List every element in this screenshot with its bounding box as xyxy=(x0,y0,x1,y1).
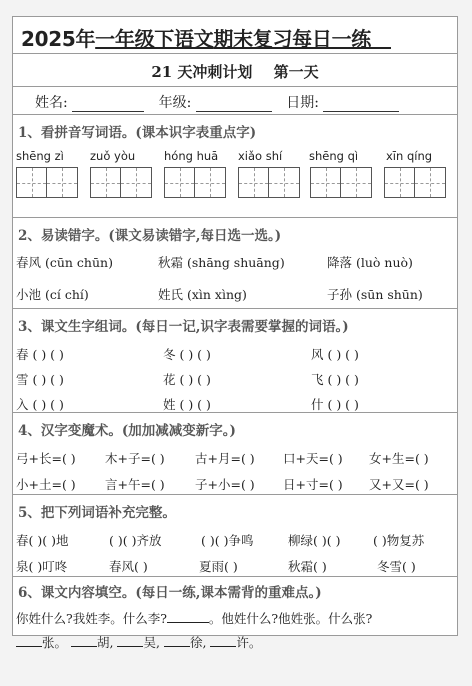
writing-grid[interactable] xyxy=(164,167,226,198)
writing-grid[interactable] xyxy=(90,167,152,198)
section-word-building xyxy=(13,309,457,413)
pinyin-label: xīn qíng xyxy=(386,149,433,163)
equation-item[interactable]: 小+土=( ) xyxy=(16,477,76,492)
plan-label: 21 天冲刺计划 xyxy=(151,63,253,81)
equation-item[interactable]: 口+天=( ) xyxy=(283,451,343,466)
equation-item[interactable]: 言+午=( ) xyxy=(105,477,165,492)
writing-grid[interactable] xyxy=(310,167,372,198)
fill-blank[interactable] xyxy=(16,634,42,647)
section-character-magic xyxy=(13,413,457,495)
equation-item[interactable]: 日+寸=( ) xyxy=(283,477,343,492)
section-pinyin-writing xyxy=(13,115,457,218)
pinyin-label: shēng zì xyxy=(16,149,64,163)
word-build-item[interactable]: 冬 ( ) ( ) xyxy=(163,347,211,362)
word-build-item[interactable]: 姓 ( ) ( ) xyxy=(163,397,211,412)
word-complete-item[interactable]: 春风( ) xyxy=(109,559,148,574)
fill-blank[interactable] xyxy=(71,634,97,647)
fill-line-2: 张。 胡, 吴, 徐, 许。 xyxy=(16,633,261,651)
word-build-item[interactable]: 春 ( ) ( ) xyxy=(16,347,64,362)
word-build-item[interactable]: 入 ( ) ( ) xyxy=(16,397,64,412)
name-field[interactable]: 姓名: xyxy=(35,92,144,112)
title-grade: 一年级下语文 xyxy=(95,27,214,51)
plan-subtitle xyxy=(13,54,457,87)
title-tail: 期末复习每日一练 xyxy=(213,27,371,51)
word-build-item[interactable]: 雪 ( ) ( ) xyxy=(16,372,64,387)
pinyin-label: shēng qì xyxy=(309,149,359,163)
fill-blank[interactable] xyxy=(167,610,209,623)
pinyin-label: zuǒ yòu xyxy=(90,149,136,163)
writing-grid[interactable] xyxy=(238,167,300,198)
equation-item[interactable]: 木+子=( ) xyxy=(105,451,165,466)
word-build-item[interactable]: 飞 ( ) ( ) xyxy=(311,372,359,387)
section-title: 6、课文内容填空。(每日一练,课本需背的重难点。) xyxy=(18,585,322,601)
equation-item[interactable]: 古+月=( ) xyxy=(195,451,255,466)
fill-line-1: 你姓什么?我姓李。什么李? 。他姓什么?他姓张。什么张? xyxy=(16,611,373,626)
section-title: 2、易读错字。(课文易读错字,每日选一选。) xyxy=(18,228,282,244)
word-complete-item[interactable]: 冬雪( ) xyxy=(377,559,416,574)
fill-blank[interactable] xyxy=(117,634,143,647)
word-build-item[interactable]: 什 ( ) ( ) xyxy=(311,397,359,412)
pinyin-label: xiǎo shí xyxy=(238,149,283,163)
student-info xyxy=(13,87,457,115)
worksheet xyxy=(12,16,458,650)
fill-blank[interactable] xyxy=(164,634,190,647)
fill-blank[interactable] xyxy=(210,634,236,647)
date-field[interactable]: 日期: xyxy=(286,92,399,112)
word-complete-item[interactable]: 秋霜( ) xyxy=(288,559,327,574)
misread-item[interactable]: 子孙 (sūn shūn) xyxy=(327,287,423,302)
misread-item[interactable]: 春风 (cūn chūn) xyxy=(16,255,113,270)
section-title: 4、汉字变魔术。(加加减减变新字。) xyxy=(18,423,236,439)
misread-item[interactable]: 小池 (cí chí) xyxy=(16,287,89,302)
word-complete-item[interactable]: 夏雨( ) xyxy=(199,559,238,574)
word-complete-item[interactable]: ( )( )争鸣 xyxy=(201,533,254,548)
section-misread-characters xyxy=(13,218,457,309)
equation-item[interactable]: 女+生=( ) xyxy=(369,451,429,466)
equation-item[interactable]: 又+又=( ) xyxy=(369,477,429,492)
section-title: 1、看拼音写词语。(课本识字表重点字) xyxy=(18,125,257,141)
equation-item[interactable]: 子+小=( ) xyxy=(195,477,255,492)
writing-grid[interactable] xyxy=(384,167,446,198)
section-title: 5、把下列词语补充完整。 xyxy=(18,505,176,521)
word-build-item[interactable]: 风 ( ) ( ) xyxy=(311,347,359,362)
title-year: 2025年 xyxy=(21,27,96,51)
word-complete-item[interactable]: 春( )( )地 xyxy=(16,533,69,548)
word-build-item[interactable]: 花 ( ) ( ) xyxy=(163,372,211,387)
word-complete-item[interactable]: ( )( )齐放 xyxy=(109,533,162,548)
word-complete-item[interactable]: 柳绿( )( ) xyxy=(288,533,341,548)
worksheet-title xyxy=(13,17,457,54)
pinyin-label: hóng huā xyxy=(164,149,219,163)
section-text-fill xyxy=(13,577,457,650)
section-complete-words xyxy=(13,495,457,577)
word-complete-item[interactable]: 泉( )叮咚 xyxy=(16,559,68,574)
misread-item[interactable]: 秋霜 (shāng shuāng) xyxy=(158,255,285,270)
writing-grid[interactable] xyxy=(16,167,78,198)
misread-item[interactable]: 降落 (luò nuò) xyxy=(327,255,413,270)
equation-item[interactable]: 弓+长=( ) xyxy=(16,451,76,466)
misread-item[interactable]: 姓氏 (xìn xìng) xyxy=(158,287,247,302)
class-field[interactable]: 年级: xyxy=(159,92,272,112)
day-label: 第一天 xyxy=(273,63,319,81)
word-complete-item[interactable]: ( )物复苏 xyxy=(373,533,425,548)
section-title: 3、课文生字组词。(每日一记,识字表需要掌握的词语。) xyxy=(18,319,349,335)
